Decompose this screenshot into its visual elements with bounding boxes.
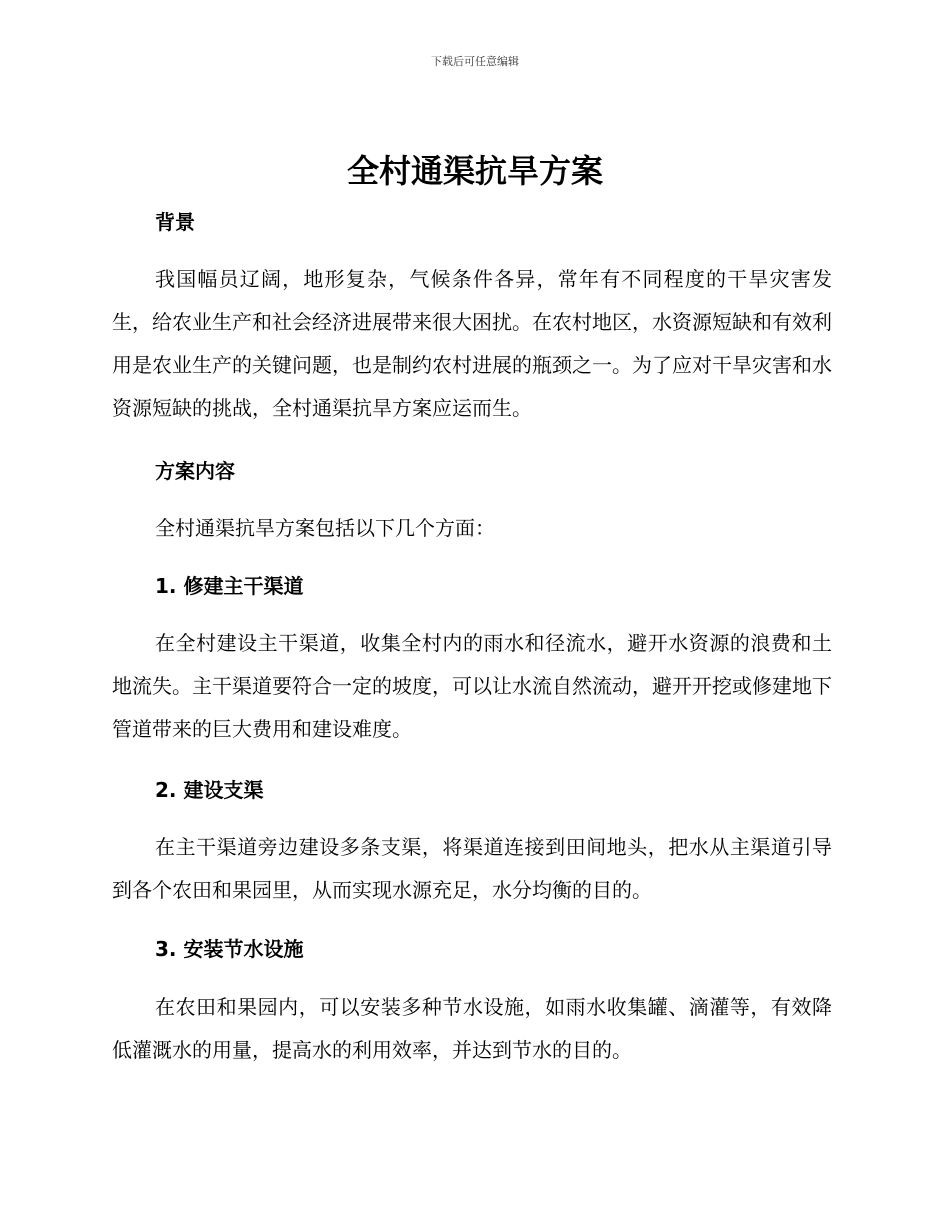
item-paragraph-2: 在主干渠道旁边建设多条支渠，将渠道连接到田间地头，把水从主渠道引导到各个农田和果园里，从而实现水源充足，水分均衡的目的。 [112, 835, 832, 902]
section-heading-content: 方案内容 [155, 459, 235, 483]
item-paragraph-1: 在全村建设主干渠道，收集全村内的雨水和径流水，避开水资源的浪费和土地流失。主干渠道要符合一定的坡度，可以让水流自然流动，避开开挖或修建地下管道带来的巨大费用和建设难度。 [112, 631, 832, 741]
content-intro: 全村通渠抗旱方案包括以下几个方面： [155, 516, 495, 540]
background-paragraph: 我国幅员辽阔，地形复杂，气候条件各异，常年有不同程度的干旱灾害发生，给农业生产和社会经济进展带来很大困扰。在农村地区，水资源短缺和有效利用是农业生产的关键问题，也是制约农村进展的瓶颈之一。为了应对干旱灾害和水资源短缺的挑战，全村通渠抗旱方案应运而生。 [112, 267, 832, 420]
document-title: 全村通渠抗旱方案 [346, 152, 603, 190]
item-heading-1: 1. 修建主干渠道 [155, 574, 304, 598]
item-paragraph-3: 在农田和果园内，可以安装多种节水设施，如雨水收集罐、滴灌等，有效降低灌溉水的用量，提高水的利用效率，并达到节水的目的。 [112, 995, 832, 1062]
item-heading-2: 2. 建设支渠 [155, 778, 264, 802]
page-header: 下载后可任意编辑 [431, 55, 519, 68]
section-heading-background: 背景 [155, 210, 195, 234]
item-heading-3: 3. 安装节水设施 [155, 937, 304, 961]
